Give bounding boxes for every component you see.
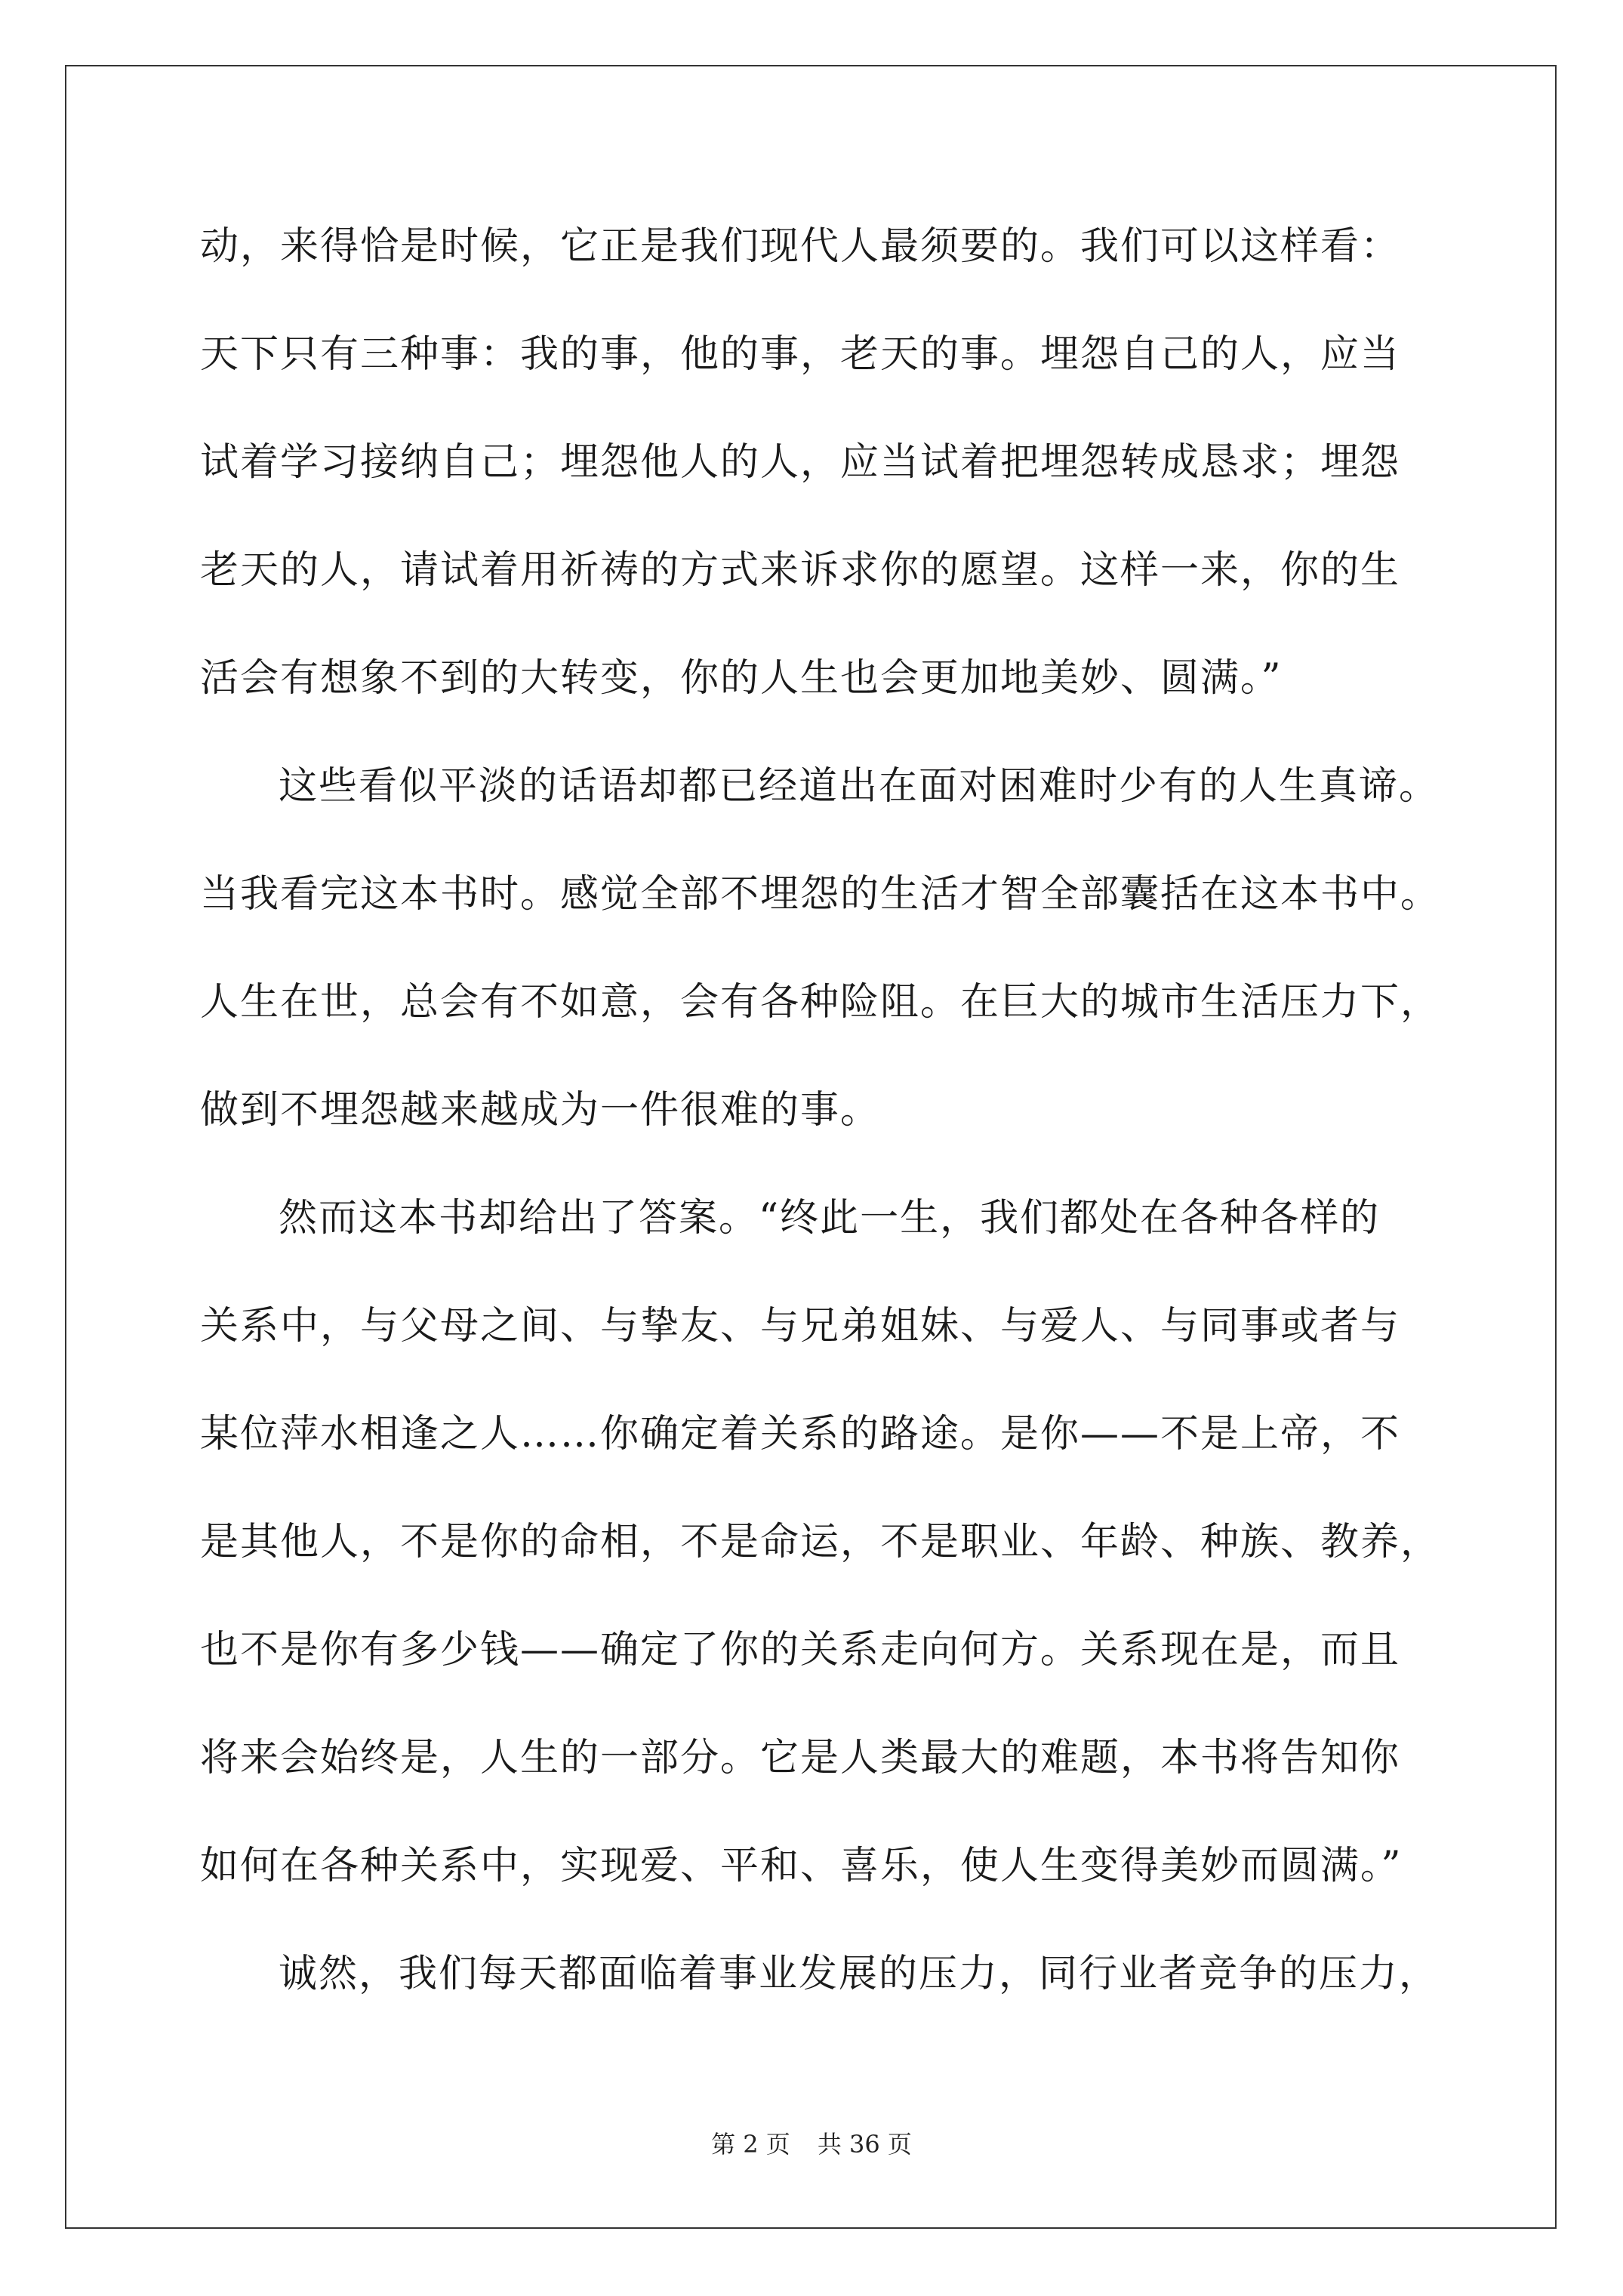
paragraph-first-line: 这些看似平淡的话语却都已经道出在面对困难时少有的人生真谛。 bbox=[279, 764, 1440, 809]
text-line: 关系中，与父母之间、与挚友、与兄弟姐妹、与爱人、与同事或者与 bbox=[200, 1304, 1401, 1348]
text-line: 动，来得恰是时候，它正是我们现代人最须要的。我们可以这样看： bbox=[200, 224, 1401, 269]
page-total: 共 36 页 bbox=[817, 2130, 912, 2159]
text-line: 将来会始终是，人生的一部分。它是人类最大的难题，本书将告知你 bbox=[200, 1736, 1401, 1780]
text-line: 活会有想象不到的大转变，你的人生也会更加地美妙、圆满。” bbox=[200, 656, 1283, 701]
text-line: 如何在各种关系中，实现爱、平和、喜乐，使人生变得美妙而圆满。” bbox=[200, 1844, 1403, 1888]
paragraph-first-line: 然而这本书却给出了答案。“终此一生，我们都处在各种各样的 bbox=[279, 1196, 1381, 1240]
paragraph-first-line: 诚然，我们每天都面临着事业发展的压力，同行业者竞争的压力， bbox=[279, 1952, 1440, 1996]
text-line: 是其他人，不是你的命相，不是命运，不是职业、年龄、种族、教养， bbox=[200, 1520, 1441, 1564]
page-number: 第 2 页 bbox=[711, 2130, 790, 2159]
text-line: 天下只有三种事：我的事，他的事，老天的事。埋怨自己的人，应当 bbox=[200, 332, 1401, 377]
text-line: 做到不埋怨越来越成为一件很难的事。 bbox=[200, 1088, 881, 1133]
page-footer bbox=[0, 2129, 1623, 2159]
text-line: 当我看完这本书时。感觉全部不埋怨的生活才智全部囊括在这本书中。 bbox=[200, 872, 1441, 917]
text-line: 老天的人，请试着用祈祷的方式来诉求你的愿望。这样一来，你的生 bbox=[200, 548, 1401, 593]
text-line: 试着学习接纳自己；埋怨他人的人，应当试着把埋怨转成恳求；埋怨 bbox=[200, 440, 1401, 485]
text-line: 人生在世，总会有不如意，会有各种险阻。在巨大的城市生活压力下， bbox=[200, 980, 1441, 1025]
text-line: 某位萍水相逢之人……你确定着关系的路途。是你——不是上帝，不 bbox=[200, 1412, 1401, 1456]
document-body bbox=[200, 193, 1441, 2028]
text-line: 也不是你有多少钱——确定了你的关系走向何方。关系现在是，而且 bbox=[200, 1628, 1401, 1672]
